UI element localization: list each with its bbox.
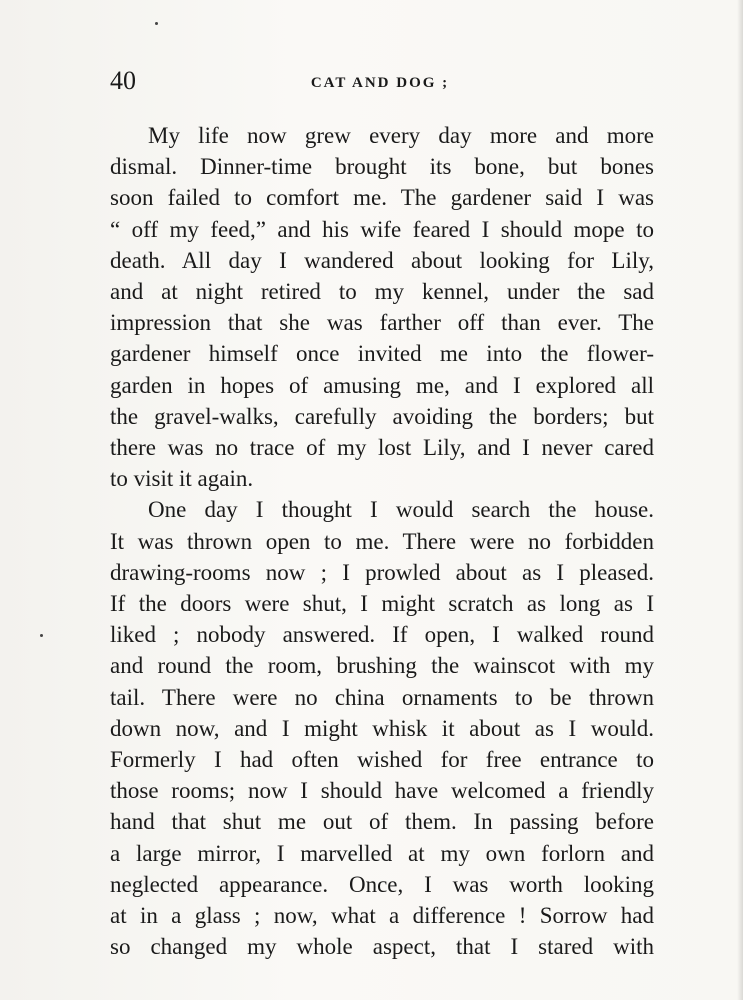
text-line: liked ; nobody answered. If open, I walked round bbox=[110, 622, 654, 648]
text-line: neglected appearance. Once, I was worth looking bbox=[110, 871, 654, 897]
text-line: “ off my feed,” and his wife feared I should mope to bbox=[110, 216, 654, 242]
text-line: impression that she was farther off than ever. The bbox=[110, 310, 654, 336]
text-line: there was no trace of my lost Lily, and I never cared bbox=[110, 435, 654, 461]
text-line: gardener himself once invited me into the flower- bbox=[110, 341, 654, 367]
text-line: It was thrown open to me. There were no forbidden bbox=[110, 528, 654, 554]
text-line: the gravel-walks, carefully avoiding the borders; but bbox=[110, 403, 654, 429]
text-line: death. All day I wandered about looking for Lily, bbox=[110, 247, 654, 273]
text-line: One day I thought I would search the house. bbox=[148, 497, 654, 523]
text-line: and round the room, brushing the wainscot with my bbox=[110, 653, 654, 679]
text-line: dismal. Dinner-time brought its bone, but bones bbox=[110, 154, 654, 180]
paragraph bbox=[110, 494, 654, 962]
page-header bbox=[110, 66, 650, 106]
text-line: hand that shut me out of them. In passing before bbox=[110, 809, 654, 835]
text-line: so changed my whole aspect, that I stared with bbox=[110, 934, 654, 960]
ink-speck bbox=[155, 22, 158, 25]
body-text bbox=[110, 120, 654, 962]
text-line: at in a glass ; now, what a difference ! Sorrow had bbox=[110, 903, 654, 929]
text-line: down now, and I might whisk it about as I would. bbox=[110, 715, 654, 741]
page-spine-shadow bbox=[737, 0, 743, 1000]
page-number: 40 bbox=[110, 66, 136, 95]
text-line: to visit it again. bbox=[110, 466, 254, 492]
text-line: a large mirror, I marvelled at my own forlorn and bbox=[110, 840, 654, 866]
text-line: garden in hopes of amusing me, and I explored all bbox=[110, 372, 654, 398]
text-line: tail. There were no china ornaments to be thrown bbox=[110, 684, 654, 710]
running-head: CAT AND DOG ; bbox=[310, 75, 450, 91]
text-line: If the doors were shut, I might scratch as long as I bbox=[110, 591, 654, 617]
paragraph bbox=[110, 120, 654, 494]
text-line: drawing-rooms now ; I prowled about as I pleased. bbox=[110, 559, 654, 585]
ink-speck bbox=[40, 634, 43, 637]
text-line: soon failed to comfort me. The gardener said I was bbox=[110, 185, 654, 211]
text-line: Formerly I had often wished for free entrance to bbox=[110, 747, 654, 773]
text-line: My life now grew every day more and more bbox=[148, 123, 654, 148]
text-line: those rooms; now I should have welcomed a friendly bbox=[110, 778, 654, 804]
text-line: and at night retired to my kennel, under the sad bbox=[110, 279, 654, 305]
